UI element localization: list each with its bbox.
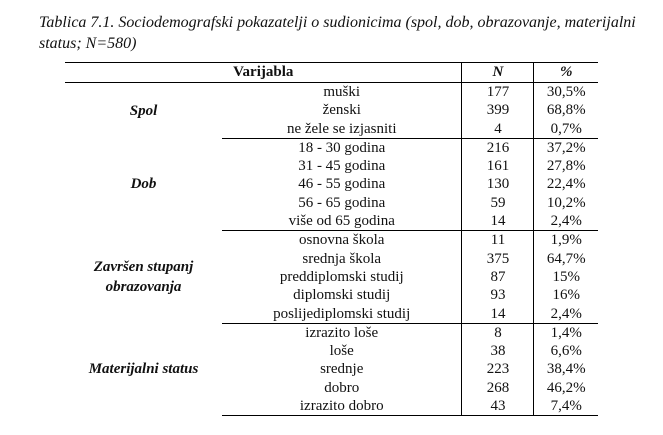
group-label: Spol (129, 102, 158, 119)
percent-cell: 68,8% (534, 101, 598, 119)
category-cell: srednja škola (302, 250, 382, 267)
n-cell: 93 (462, 286, 534, 304)
category-cell: 18 - 30 godina (298, 139, 386, 156)
n-cell: 130 (462, 175, 534, 193)
percent-cell: 7,4% (534, 397, 598, 416)
category-cell: izrazito dobro (222, 397, 462, 416)
category-cell: diplomski studij (293, 287, 391, 304)
percent-cell: 6,6% (534, 342, 598, 360)
n-cell: 14 (462, 212, 534, 231)
n-cell: 161 (462, 157, 534, 175)
n-cell: 375 (462, 250, 534, 268)
header-percent: % (534, 63, 598, 83)
category-cell: više od 65 godina (222, 212, 462, 231)
group-label: Završen stupanj obrazovanja (93, 259, 194, 296)
category-cell: osnovna škola (299, 232, 385, 249)
table-caption: Tablica 7.1. Sociodemografski pokazatelji o sudionicima (spol, dob, obrazovanje, materijalni status; N=580) (39, 14, 636, 52)
header-row (65, 63, 598, 83)
percent-cell: 1,4% (534, 323, 598, 342)
n-cell: 268 (462, 379, 534, 397)
table-row (65, 83, 598, 102)
table-row (65, 231, 598, 250)
n-cell: 8 (462, 323, 534, 342)
category-cell: loše (329, 343, 354, 360)
group-label: Dob (130, 176, 157, 193)
demographics-table (65, 62, 598, 416)
percent-cell: 10,2% (534, 194, 598, 212)
category-cell: ženski (322, 102, 361, 119)
table-row (65, 138, 598, 157)
percent-cell: 0,7% (534, 120, 598, 139)
table-body (65, 83, 598, 416)
percent-cell: 1,9% (534, 231, 598, 250)
n-cell: 38 (462, 342, 534, 360)
n-cell: 59 (462, 194, 534, 212)
n-cell: 87 (462, 268, 534, 286)
percent-cell: 27,8% (534, 157, 598, 175)
header-variable: Varijabla (65, 63, 462, 83)
category-cell: 31 - 45 godina (298, 158, 386, 175)
header-n: N (462, 63, 534, 83)
percent-cell: 2,4% (534, 212, 598, 231)
category-cell: 46 - 55 godina (298, 176, 386, 193)
category-cell: preddiplomski studij (279, 268, 404, 285)
n-cell: 399 (462, 101, 534, 119)
n-cell: 216 (462, 138, 534, 157)
n-cell: 223 (462, 360, 534, 378)
percent-cell: 30,5% (534, 83, 598, 102)
percent-cell: 15% (534, 268, 598, 286)
category-cell: poslijediplomski studij (222, 305, 462, 324)
percent-cell: 64,7% (534, 250, 598, 268)
n-cell: 43 (462, 397, 534, 416)
table-row (65, 323, 598, 342)
percent-cell: 22,4% (534, 175, 598, 193)
category-cell: dobro (324, 379, 360, 396)
n-cell: 11 (462, 231, 534, 250)
percent-cell: 38,4% (534, 360, 598, 378)
group-label: Materijalni status (88, 361, 199, 378)
percent-cell: 46,2% (534, 379, 598, 397)
category-cell: 56 - 65 godina (298, 194, 386, 211)
n-cell: 14 (462, 305, 534, 324)
percent-cell: 16% (534, 286, 598, 304)
category-cell: ne žele se izjasniti (222, 120, 462, 139)
n-cell: 177 (462, 83, 534, 102)
category-cell: srednje (320, 361, 364, 378)
n-cell: 4 (462, 120, 534, 139)
category-cell: izrazito loše (305, 324, 379, 341)
percent-cell: 37,2% (534, 138, 598, 157)
percent-cell: 2,4% (534, 305, 598, 324)
category-cell: muški (323, 84, 361, 100)
